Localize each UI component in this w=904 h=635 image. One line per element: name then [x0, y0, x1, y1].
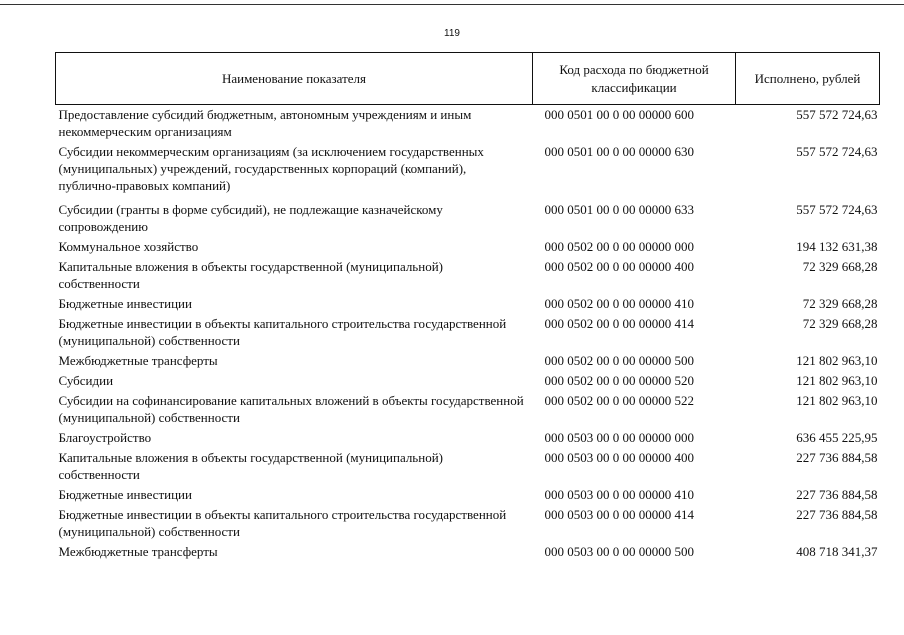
- table-row: [56, 196, 880, 237]
- expense-code: 000 0501 00 0 00 00000 600: [544, 107, 694, 122]
- indicator-name: Коммунальное хозяйство: [58, 239, 199, 254]
- expense-code: 000 0503 00 0 00 00000 500: [544, 544, 694, 559]
- expense-code: 000 0502 00 0 00 00000 500: [544, 353, 694, 368]
- indicator-name: Предоставление субсидий бюджетным, автономным учреждениям и иным некоммерческим организациям: [58, 107, 472, 139]
- table-row: [56, 428, 880, 448]
- expense-code: 000 0502 00 0 00 00000 000: [544, 239, 694, 254]
- executed-amount: 408 718 341,37: [796, 544, 878, 559]
- expense-code: 000 0503 00 0 00 00000 410: [544, 487, 694, 502]
- table-row: [56, 257, 880, 294]
- executed-amount: 227 736 884,58: [796, 450, 878, 465]
- header-executed-amount: Исполнено, рублей: [736, 53, 880, 105]
- table-row: [56, 485, 880, 505]
- indicator-name: Межбюджетные трансферты: [58, 544, 218, 559]
- table-row: [56, 391, 880, 428]
- indicator-name: Бюджетные инвестиции: [58, 487, 192, 502]
- indicator-name: Субсидии на софинансирование капитальных вложений в объекты государственной (муниципальной) собственности: [58, 393, 524, 425]
- executed-amount: 72 329 668,28: [802, 296, 878, 311]
- indicator-name: Субсидии (гранты в форме субсидий), не подлежащие казначейскому сопровождению: [58, 202, 443, 234]
- table-row: [56, 448, 880, 485]
- executed-amount: 636 455 225,95: [796, 430, 878, 445]
- table-header-row: [56, 53, 880, 105]
- table-row: [56, 542, 880, 562]
- expense-code: 000 0502 00 0 00 00000 410: [544, 296, 694, 311]
- indicator-name: Благоустройство: [58, 430, 152, 445]
- indicator-name: Бюджетные инвестиции в объекты капитального строительства государственной (муниципальной) собственности: [58, 507, 507, 539]
- expense-code: 000 0501 00 0 00 00000 630: [544, 144, 694, 159]
- indicator-name: Субсидии некоммерческим организациям (за исключением государственных (муниципальных) учреждений, государственных корпораций (компаний), публично-правовых компаний): [58, 144, 484, 193]
- indicator-name: Межбюджетные трансферты: [58, 353, 218, 368]
- expense-code: 000 0502 00 0 00 00000 400: [544, 259, 694, 274]
- executed-amount: 121 802 963,10: [796, 353, 878, 368]
- indicator-name: Бюджетные инвестиции в объекты капитального строительства государственной (муниципальной) собственности: [58, 316, 507, 348]
- table-row: [56, 371, 880, 391]
- table-row: [56, 237, 880, 257]
- executed-amount: 121 802 963,10: [796, 373, 878, 388]
- table-row: [56, 505, 880, 542]
- page-number: 119: [444, 28, 460, 39]
- expense-code: 000 0502 00 0 00 00000 520: [544, 373, 694, 388]
- executed-amount: 72 329 668,28: [802, 316, 878, 331]
- executed-amount: 227 736 884,58: [796, 487, 878, 502]
- executed-amount: 72 329 668,28: [802, 259, 878, 274]
- expense-code: 000 0502 00 0 00 00000 522: [544, 393, 694, 408]
- budget-execution-table: [55, 52, 880, 562]
- top-border-line: [0, 4, 904, 5]
- indicator-name: Капитальные вложения в объекты государственной (муниципальной) собственности: [58, 450, 443, 482]
- executed-amount: 557 572 724,63: [796, 107, 878, 122]
- executed-amount: 194 132 631,38: [796, 239, 878, 254]
- executed-amount: 557 572 724,63: [796, 202, 878, 217]
- indicator-name: Капитальные вложения в объекты государственной (муниципальной) собственности: [58, 259, 443, 291]
- expense-code: 000 0503 00 0 00 00000 400: [544, 450, 694, 465]
- expense-code: 000 0503 00 0 00 00000 414: [544, 507, 694, 522]
- table-row: [56, 314, 880, 351]
- expense-code: 000 0503 00 0 00 00000 000: [544, 430, 694, 445]
- table-row: [56, 294, 880, 314]
- executed-amount: 121 802 963,10: [796, 393, 878, 408]
- executed-amount: 557 572 724,63: [796, 144, 878, 159]
- indicator-name: Бюджетные инвестиции: [58, 296, 192, 311]
- expense-code: 000 0502 00 0 00 00000 414: [544, 316, 694, 331]
- executed-amount: 227 736 884,58: [796, 507, 878, 522]
- header-indicator-name: Наименование показателя: [56, 53, 533, 105]
- table-row: [56, 105, 880, 143]
- expense-code: 000 0501 00 0 00 00000 633: [544, 202, 694, 217]
- header-expense-code: Код расхода по бюджетной классификации: [533, 53, 736, 105]
- indicator-name: Субсидии: [58, 373, 114, 388]
- table-row: [56, 351, 880, 371]
- table-row: [56, 142, 880, 196]
